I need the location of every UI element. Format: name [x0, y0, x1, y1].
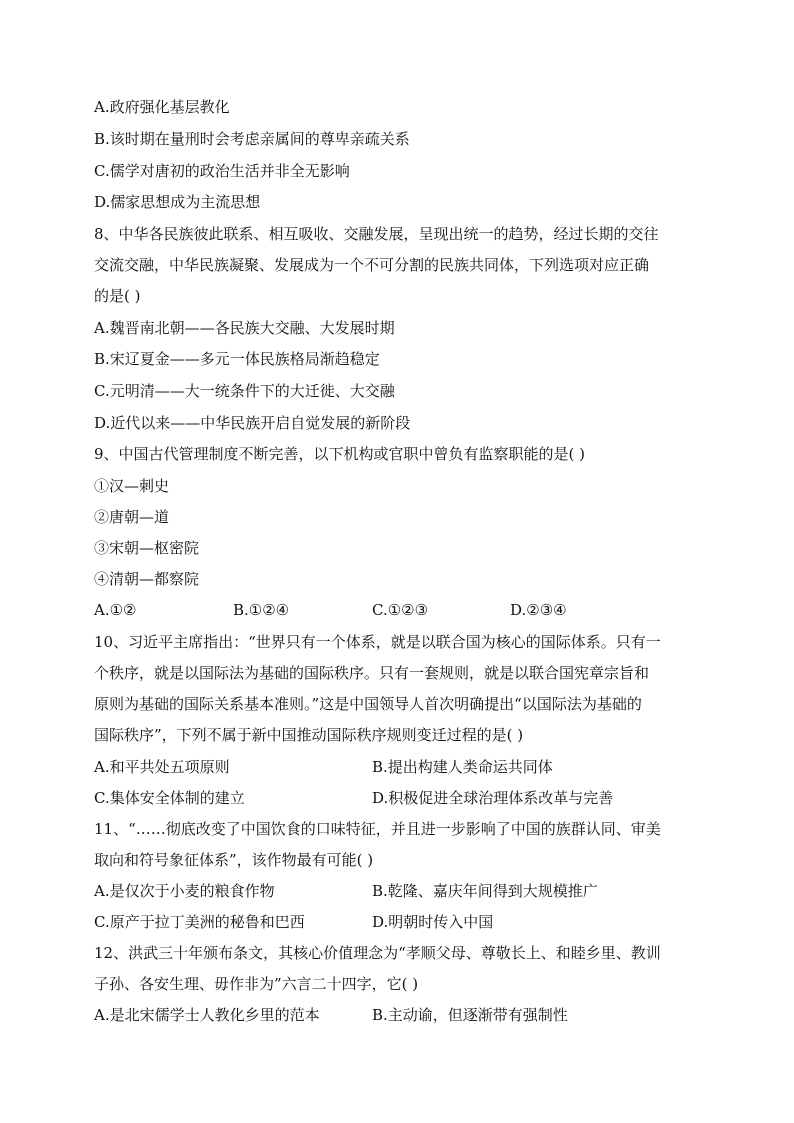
q8-option-d: D.近代以来——中华民族开启自觉发展的新阶段: [94, 414, 411, 432]
q7-option-a: A.政府强化基层教化: [94, 98, 230, 116]
q12-option-b: B.主动谕，但逐渐带有强制性: [372, 1006, 568, 1024]
q8-option-b: B.宋辽夏金——多元一体民族格局渐趋稳定: [94, 350, 380, 368]
q9-option-b: B.①②④: [233, 601, 290, 619]
q9-item-3: ③宋朝—枢密院: [94, 539, 200, 557]
q9-stem: 9、中国古代管理制度不断完善，以下机构或官职中曾负有监察职能的是( ): [94, 445, 586, 463]
q8-stem-line-2: 交流交融，中华民族凝聚、发展成为一个不可分割的民族共同体，下列选项对应正确: [94, 256, 650, 274]
q10-option-a: A.和平共处五项原则: [94, 758, 230, 776]
q9-item-4: ④清朝—都察院: [94, 570, 200, 588]
q9-option-a: A.①②: [94, 601, 137, 619]
q10-option-d: D.积极促进全球治理体系改革与完善: [372, 789, 614, 807]
q9-item-1: ①汉—刺史: [94, 477, 170, 495]
q10-stem-line-2: 个秩序，就是以国际法为基础的国际秩序。只有一套规则，就是以联合国宪章宗旨和: [94, 664, 650, 682]
q8-option-c: C.元明清——大一统条件下的大迁徙、大交融: [94, 382, 395, 400]
q12-option-a: A.是北宋儒学士人教化乡里的范本: [94, 1006, 320, 1024]
q11-option-d: D.明朝时传入中国: [372, 913, 494, 931]
q12-stem-line-2: 子孙、各安生理、毋作非为”六言二十四字，它( ): [94, 975, 419, 993]
q11-stem-line-2: 取向和符号象征体系”，该作物最有可能( ): [94, 851, 374, 869]
q10-option-c: C.集体安全体制的建立: [94, 789, 245, 807]
q9-option-c: C.①②③: [372, 601, 429, 619]
q9-option-d: D.②③④: [510, 601, 567, 619]
q8-stem-line-1: 8、中华各民族彼此联系、相互吸收、交融发展，呈现出统一的趋势，经过长期的交往: [94, 225, 659, 243]
q8-stem-line-3: 的是( ): [94, 287, 141, 305]
q11-option-c: C.原产于拉丁美洲的秘鲁和巴西: [94, 913, 305, 931]
q7-option-d: D.儒家思想成为主流思想: [94, 193, 261, 211]
q10-stem-line-3: 原则为基础的国际关系基本准则。”这是中国领导人首次明确提出“以国际法为基础的: [94, 695, 642, 713]
q8-option-a: A.魏晋南北朝——各民族大交融、大发展时期: [94, 319, 395, 337]
q7-option-b: B.该时期在量刑时会考虑亲属间的尊卑亲疏关系: [94, 130, 410, 148]
q11-stem-line-1: 11、“……彻底改变了中国饮食的口味特征，并且进一步影响了中国的族群认同、审美: [94, 820, 661, 838]
q9-item-2: ②唐朝—道: [94, 508, 170, 526]
q12-stem-line-1: 12、洪武三十年颁布条文，其核心价值理念为“孝顺父母、尊敬长上、和睦乡里、教训: [94, 944, 661, 962]
q10-stem-line-1: 10、习近平主席指出：“世界只有一个体系，就是以联合国为核心的国际体系。只有一: [94, 633, 661, 651]
q10-stem-line-4: 国际秩序”，下列不属于新中国推动国际秩序规则变迁过程的是( ): [94, 726, 524, 744]
q11-option-a: A.是仅次于小麦的粮食作物: [94, 882, 275, 900]
q10-option-b: B.提出构建人类命运共同体: [372, 758, 553, 776]
q11-option-b: B.乾隆、嘉庆年间得到大规模推广: [372, 882, 598, 900]
q7-option-c: C.儒学对唐初的政治生活并非全无影响: [94, 162, 350, 180]
